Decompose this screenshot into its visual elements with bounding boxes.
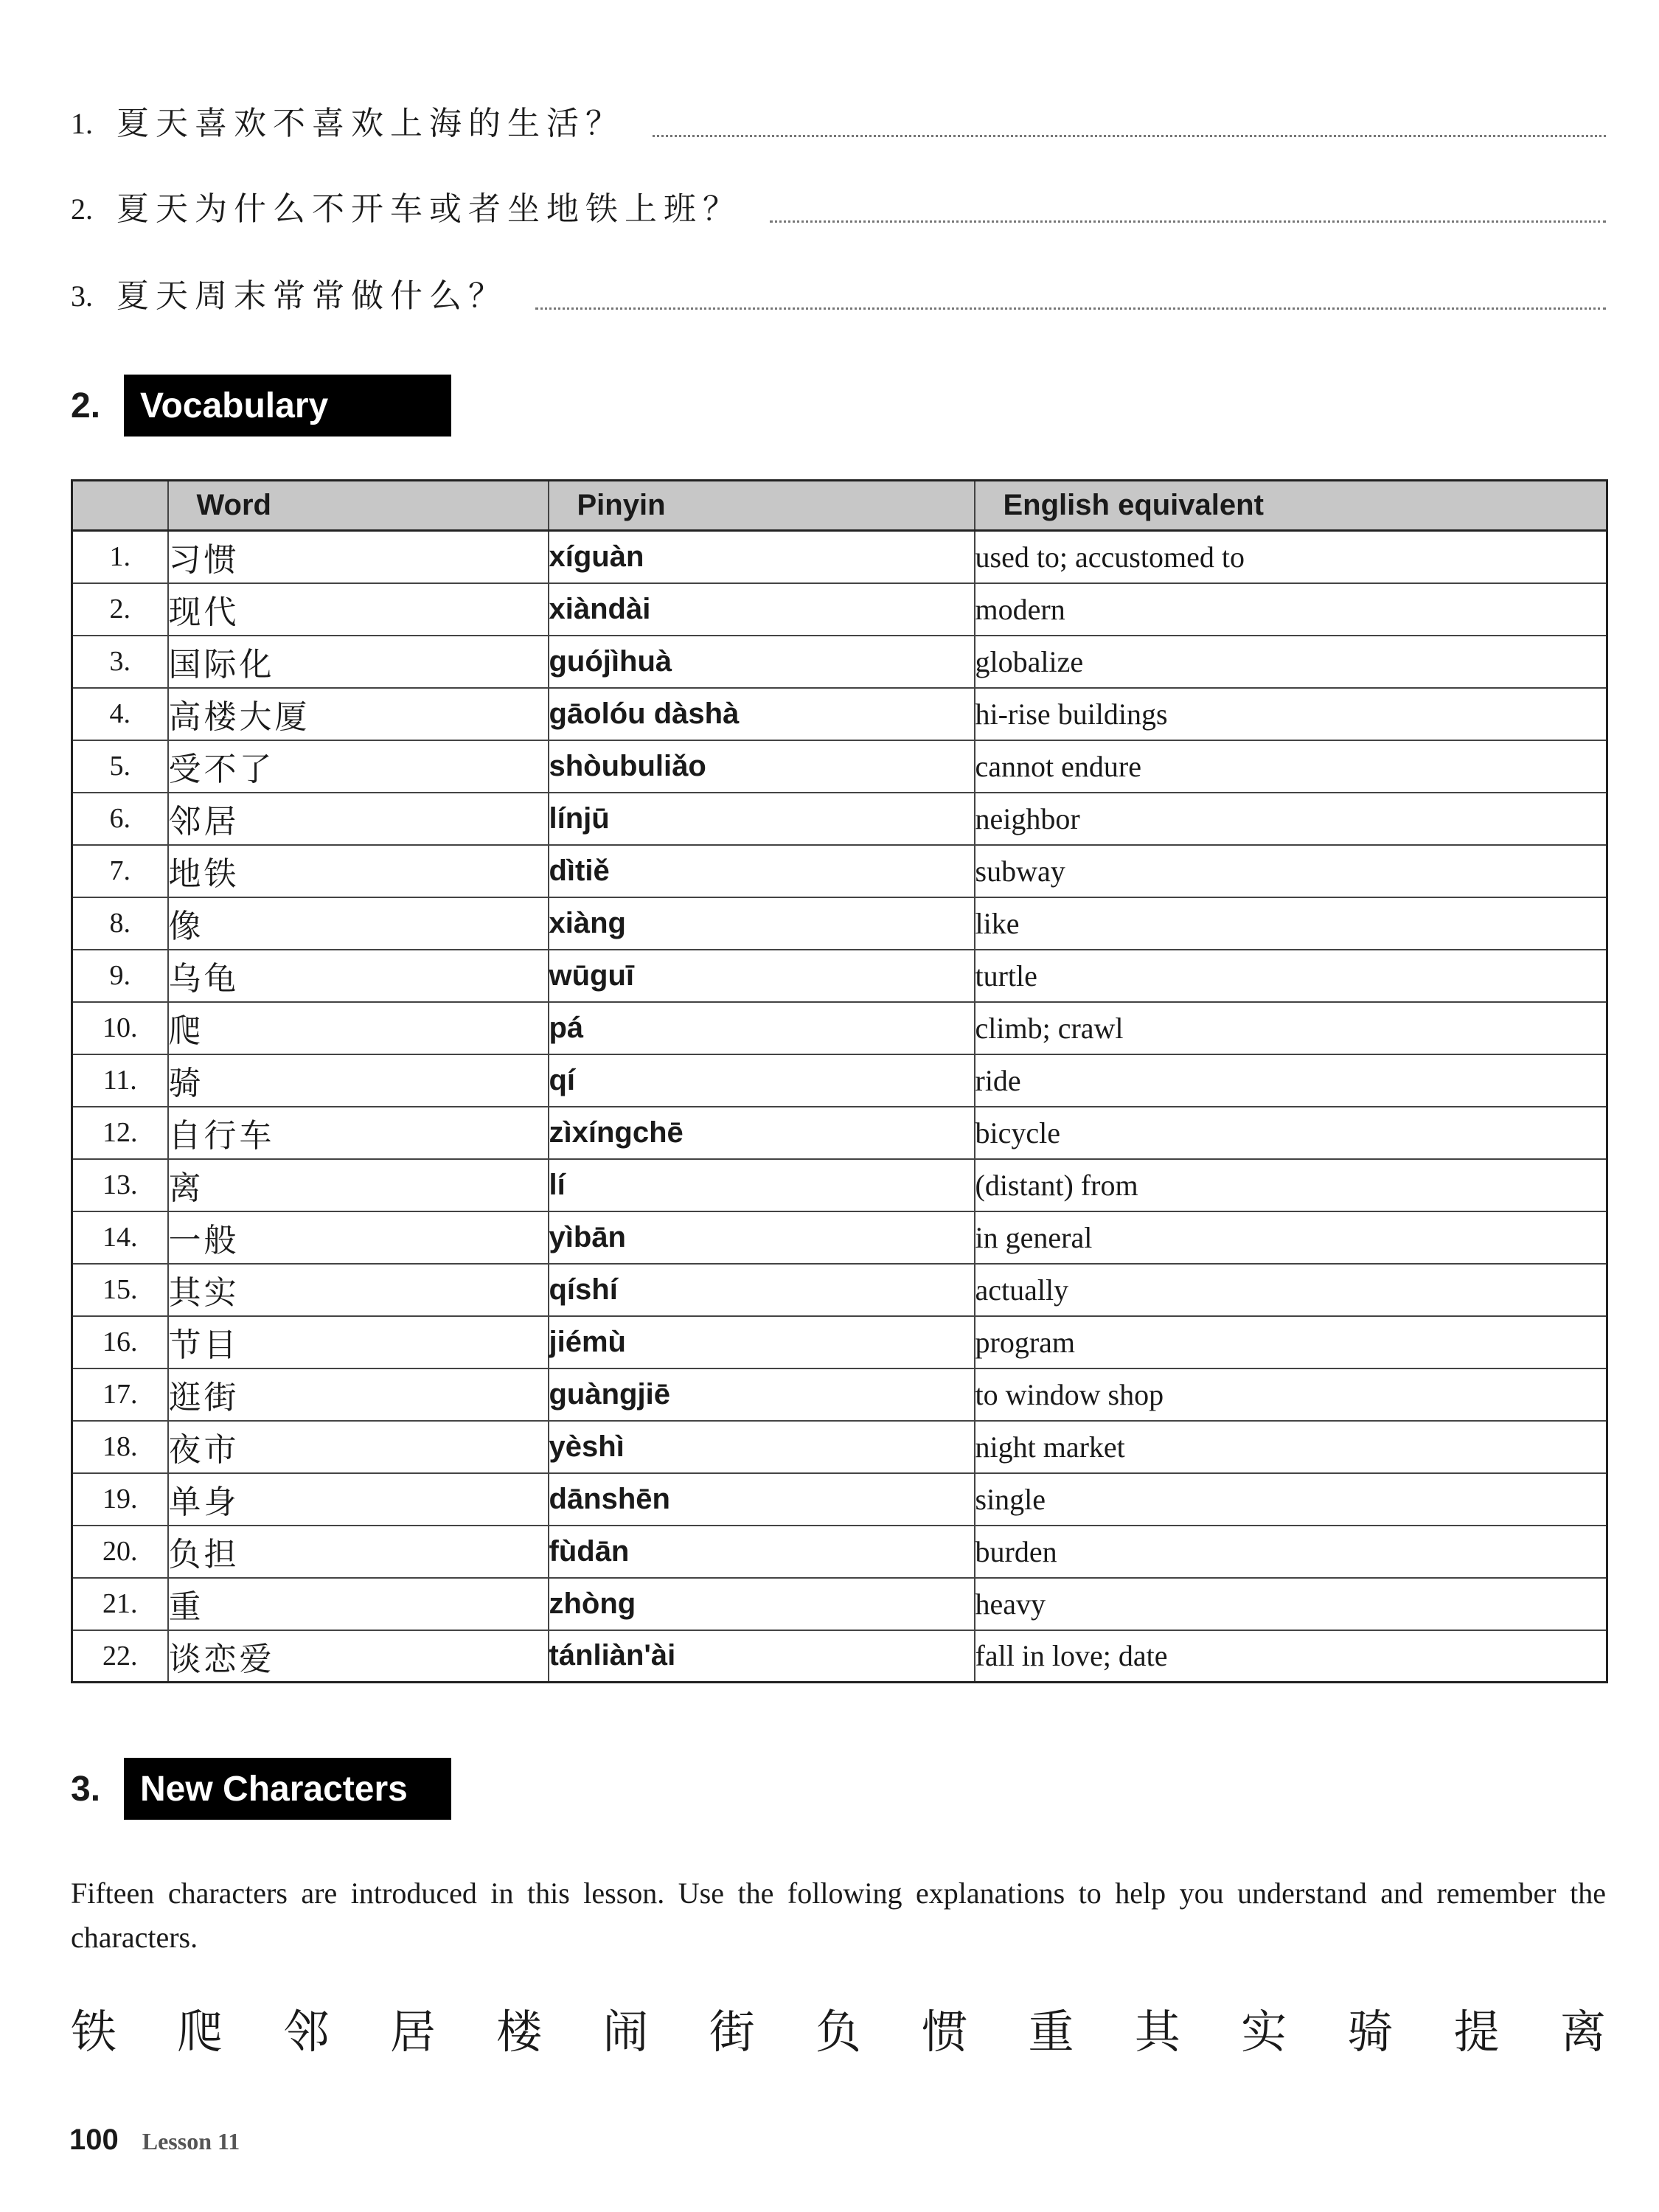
row-number: 19. [72,1473,168,1526]
question-text: 夏天为什么不开车或者坐地铁上班？ [116,190,742,228]
row-pinyin: zìxíngchē [549,1107,975,1159]
row-pinyin: jiémù [549,1316,975,1368]
header-word: Word [168,481,549,531]
new-character: 居 [389,2004,436,2059]
row-pinyin: qíshí [549,1264,975,1316]
row-pinyin: gāolóu dàshà [549,688,975,740]
answer-line[interactable] [535,307,1606,310]
row-word: 习惯 [168,531,549,583]
row-word: 骑 [168,1054,549,1107]
row-english: ride [975,1054,1607,1107]
row-number: 7. [72,845,168,897]
row-number: 15. [72,1264,168,1316]
row-word: 爬 [168,1002,549,1054]
table-header-row [72,481,1607,531]
row-word: 乌龟 [168,950,549,1002]
row-word: 现代 [168,583,549,636]
question-text: 夏天喜欢不喜欢上海的生活？ [116,105,625,142]
row-number: 10. [72,1002,168,1054]
new-characters-row [71,1991,1606,2065]
row-word: 自行车 [168,1107,549,1159]
row-pinyin: lí [549,1159,975,1211]
row-word: 受不了 [168,740,549,793]
new-character: 铁 [71,2004,117,2059]
table-row [72,531,1607,583]
row-number: 6. [72,793,168,845]
row-pinyin: dìtiě [549,845,975,897]
row-word: 像 [168,897,549,950]
table-row [72,636,1607,688]
row-number: 16. [72,1316,168,1368]
new-character: 闹 [602,2004,649,2059]
row-pinyin: pá [549,1002,975,1054]
lesson-label: Lesson 11 [142,2128,240,2154]
row-english: night market [975,1421,1607,1473]
row-english: program [975,1316,1607,1368]
row-number: 21. [72,1578,168,1630]
header-pinyin: Pinyin [549,481,975,531]
row-english: in general [975,1211,1607,1264]
new-character: 重 [1028,2004,1074,2059]
section-3-heading [71,1758,451,1820]
new-character: 离 [1559,2004,1606,2059]
row-english: hi-rise buildings [975,688,1607,740]
row-english: heavy [975,1578,1607,1630]
row-number: 18. [72,1421,168,1473]
new-character: 提 [1453,2004,1500,2059]
row-pinyin: wūguī [549,950,975,1002]
row-word: 逛街 [168,1368,549,1421]
table-row [72,793,1607,845]
row-english: bicycle [975,1107,1607,1159]
table-row [72,1473,1607,1526]
row-english: (distant) from [975,1159,1607,1211]
new-character: 爬 [177,2004,223,2059]
table-row [72,1002,1607,1054]
table-row [72,1159,1607,1211]
section-title: New Characters [124,1758,451,1820]
question-3 [71,270,1606,317]
row-number: 2. [72,583,168,636]
row-word: 单身 [168,1473,549,1526]
row-word: 国际化 [168,636,549,688]
intro-paragraph: Fifteen characters are introduced in this lesson. Use the following explanations to help you understand and remember the characters. [71,1877,1606,1954]
row-number: 5. [72,740,168,793]
row-number: 11. [72,1054,168,1107]
row-word: 邻居 [168,793,549,845]
row-english: actually [975,1264,1607,1316]
new-character: 楼 [496,2004,543,2059]
table-row [72,1368,1607,1421]
row-number: 12. [72,1107,168,1159]
row-pinyin: yìbān [549,1211,975,1264]
row-number: 17. [72,1368,168,1421]
new-character: 实 [1241,2004,1287,2059]
row-english: modern [975,583,1607,636]
row-english: fall in love; date [975,1630,1607,1683]
row-word: 夜市 [168,1421,549,1473]
table-row [72,1421,1607,1473]
row-pinyin: qí [549,1054,975,1107]
table-row [72,1211,1607,1264]
new-character: 骑 [1347,2004,1394,2059]
table-row [72,950,1607,1002]
row-number: 13. [72,1159,168,1211]
row-english: single [975,1473,1607,1526]
row-word: 高楼大厦 [168,688,549,740]
row-english: cannot endure [975,740,1607,793]
row-pinyin: xiàndài [549,583,975,636]
question-number: 1. [71,107,93,140]
row-english: to window shop [975,1368,1607,1421]
row-english: used to; accustomed to [975,531,1607,583]
row-english: like [975,897,1607,950]
row-pinyin: guàngjiē [549,1368,975,1421]
row-pinyin: xíguàn [549,531,975,583]
vocabulary-table [71,479,1608,1683]
table-row [72,897,1607,950]
section-number: 2. [71,386,101,425]
header-english: English equivalent [975,481,1607,531]
table-row [72,688,1607,740]
page-footer [69,2124,240,2157]
new-character: 惯 [922,2004,968,2059]
row-pinyin: fùdān [549,1526,975,1578]
row-word: 谈恋爱 [168,1630,549,1683]
answer-line[interactable] [770,220,1606,223]
question-number: 3. [71,279,93,313]
page-number: 100 [69,2124,119,2156]
table-body [72,531,1607,1683]
answer-line[interactable] [653,134,1606,137]
new-character: 邻 [283,2004,330,2059]
row-word: 节目 [168,1316,549,1368]
row-pinyin: guójìhuà [549,636,975,688]
row-english: climb; crawl [975,1002,1607,1054]
new-character: 负 [815,2004,861,2059]
question-number: 2. [71,192,93,226]
row-number: 1. [72,531,168,583]
table-row [72,1054,1607,1107]
row-word: 其实 [168,1264,549,1316]
row-english: neighbor [975,793,1607,845]
row-pinyin: dānshēn [549,1473,975,1526]
row-word: 重 [168,1578,549,1630]
row-number: 22. [72,1630,168,1683]
row-pinyin: shòubuliǎo [549,740,975,793]
table-row [72,1107,1607,1159]
section-2-heading [71,375,451,437]
row-number: 8. [72,897,168,950]
table-row [72,1578,1607,1630]
row-pinyin: línjū [549,793,975,845]
table-row [72,583,1607,636]
row-english: globalize [975,636,1607,688]
table-row [72,1316,1607,1368]
row-word: 离 [168,1159,549,1211]
header-num [72,481,168,531]
row-pinyin: tánliàn'ài [549,1630,975,1683]
table-row [72,740,1607,793]
row-pinyin: xiàng [549,897,975,950]
new-character: 街 [709,2004,755,2059]
row-pinyin: zhòng [549,1578,975,1630]
table-row [72,1526,1607,1578]
table-row [72,845,1607,897]
row-english: burden [975,1526,1607,1578]
row-word: 一般 [168,1211,549,1264]
question-1 [71,97,1606,145]
new-character: 其 [1134,2004,1180,2059]
question-text: 夏天周末常常做什么？ [116,277,507,315]
row-number: 14. [72,1211,168,1264]
row-number: 4. [72,688,168,740]
table-row [72,1630,1607,1683]
section-title: Vocabulary [124,375,451,437]
section-number: 3. [71,1769,101,1809]
row-number: 20. [72,1526,168,1578]
row-word: 负担 [168,1526,549,1578]
row-number: 9. [72,950,168,1002]
row-english: subway [975,845,1607,897]
row-word: 地铁 [168,845,549,897]
row-number: 3. [72,636,168,688]
row-english: turtle [975,950,1607,1002]
row-pinyin: yèshì [549,1421,975,1473]
table-row [72,1264,1607,1316]
question-2 [71,183,1606,230]
